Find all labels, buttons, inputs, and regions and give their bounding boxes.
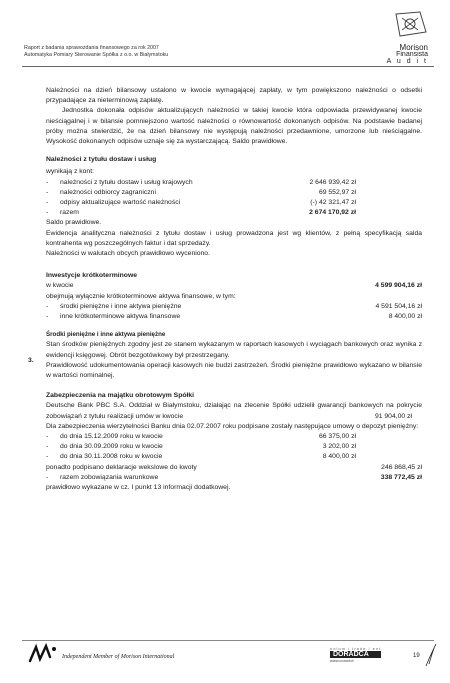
receivables-row: - odpisy aktualizujące wartość należności (-) 42 321,47 zł (46, 199, 356, 206)
deposit-row: - do dnia 30.11.2008 roku w kwocie 8 400,00 zł (46, 453, 356, 461)
brand-finansista: Finansista (396, 51, 428, 58)
receivables-note: Saldo prawidłowe. (46, 219, 102, 227)
cash-subheading: Środki pieniężne i inne aktywa pieniężne (46, 331, 166, 339)
morison-logo-icon (390, 10, 430, 42)
investments-total-row: w kwocie 4 599 904,16 zł (46, 282, 422, 290)
header-divider (22, 66, 434, 67)
signature-icon (424, 642, 438, 668)
deposit-row: - do dnia 30.09.2009 roku w kwocie 3 202,00 zł (46, 443, 356, 451)
doradca-logo: nolom / trade / ent DORADCA www.connect (330, 646, 382, 663)
investments-lead: obejmują wyłącznie krótkoterminowe aktywa finansowe, w tym: (46, 292, 236, 300)
main-content (46, 86, 422, 493)
guarantee-amount: 91 904,00 zł (374, 412, 412, 420)
investments-row: - inne krótkoterminowe aktywa finansowe 8 400,00 zł (46, 312, 422, 320)
intro-paragraph-2: Jednostka dokonała odpisów aktualizujących należności w takiej kwocie która odpowiada przewidywanej kwocie nieściągalnej i w bilansie pomniejszono wartość należności o równowartość dokonanych odpisów. Na podstawie badanej próby można stwierdzić, że na dzień bilansowy nie występują należności przedawnione, umorzone lub nieściągalne. Wysokość dokonanych odpisów uznaje się za wystarczającą. Saldo prawidłowe. (46, 107, 422, 146)
deposit-row: - do dnia 15.12.2009 roku w kwocie 66 375,00 zł (46, 432, 356, 440)
receivables-note: Ewidencja analityczna należności z tytułu dostaw i usług prowadzona jest wg klientów, z pełną specyfikacją salda kontrahenta wg poszczególnych faktur i dat sprzedaży. (46, 229, 422, 247)
section-number: 3. (28, 357, 34, 364)
cash-paragraph: Stan środków pieniężnych zgodny jest ze stanem wykazanym w raportach kasowych i wyciągach bankowych oraz wynika z ewidencji księgowej. Obrót bezgotówkowy był przestrzegany. (46, 341, 422, 359)
receivables-row: - należności odbiorcy zagraniczni 69 552,97 zł (46, 188, 356, 196)
security-heading: Zabezpieczenia na majątku obrotowym Spółki (46, 392, 195, 400)
footer-member-text: Independent Member of Morison International (62, 654, 175, 660)
receivables-heading: Należności z tytułu dostaw i usług (46, 156, 157, 164)
blank-bill-row: ponadto podpisano deklaracje wekslowe do kwoty 246 868,45 zł (46, 463, 422, 471)
brand-block (387, 44, 428, 65)
report-title: Raport z badania sprawozdania finansowego za rok 2007 (24, 45, 159, 51)
brand-audit: A u d i t (386, 58, 428, 65)
page-number: 19 (413, 653, 420, 659)
morison-mark-icon (28, 643, 58, 665)
cash-paragraph: Prawidłowość udokumentowania operacji kasowych nie budzi zastrzeżeń. Środki pieniężne prawidłowo wykazano w bilansie w wartości nominalnej. (46, 361, 422, 379)
report-header (24, 45, 168, 59)
footer-divider (22, 640, 434, 641)
receivables-lead: wynikają z kont: (46, 168, 94, 176)
security-paragraph: Deutsche Bank PBC S.A. Oddział w Białymstoku, działając na zlecenie Spółki udzielił gwarancji bankowych na pokrycie zobowiązań z tytułu realizacji umów w kwocie 91 904,00 zł (46, 401, 422, 421)
investments-heading: Inwestycje krótkoterminowe (46, 272, 138, 280)
company-name: Automatyka Pomiary Sterowanie Spółka z o.o. w Białymstoku (24, 52, 169, 58)
investments-row: - środki pieniężne i inne aktywa pieniężne 4 591 504,16 zł (46, 302, 422, 310)
security-paragraph: Dla zabezpieczenia wierzytelności Banku dnia 02.07.2007 roku podpisane zostały następujące umowy o depozyt pieniężny: (46, 422, 419, 430)
brand-morison: Morison (399, 43, 428, 52)
receivables-note: Należności w walutach obcych prawidłowo wyceniono. (46, 249, 210, 257)
receivables-total-row: - razem 2 674 170,92 zł (46, 209, 356, 217)
intro-paragraph-1: Należności na dzień bilansowy ustalono w kwocie wymagającej zapłaty, w tym powiększono należności o odsetki przypadające za nieterminową zapłatę. (46, 87, 422, 105)
receivables-row: - należności z tytułu dostaw i usług krajowych 2 646 939,42 zł (46, 178, 356, 186)
contingent-total-row: - razem zobowiązania warunkowe 338 772,45 zł (46, 473, 422, 481)
security-closing: prawidłowo wykazane w cz. I punkt 13 informacji dodatkowej. (46, 483, 231, 491)
